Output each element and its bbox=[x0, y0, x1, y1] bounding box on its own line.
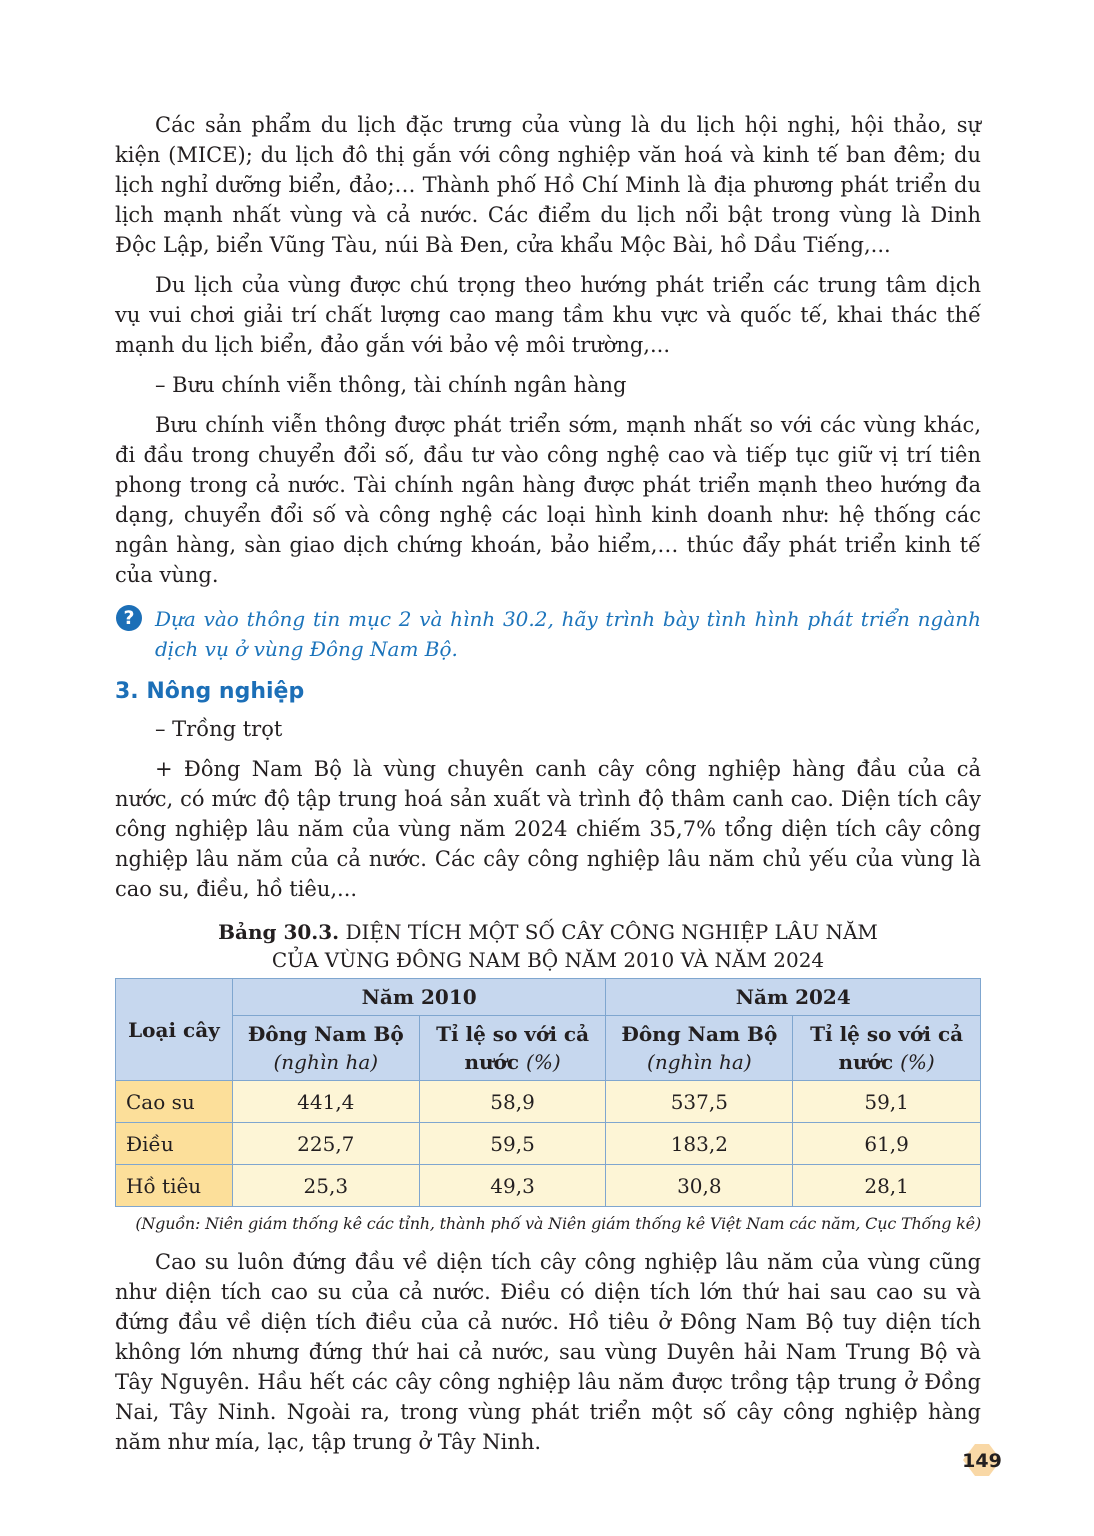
cell-value: 58,9 bbox=[419, 1081, 606, 1123]
header-ratio-2010: Tỉ lệ so với cả nước (%) bbox=[419, 1016, 606, 1081]
header-region-2024: Đông Nam Bộ (nghìn ha) bbox=[606, 1016, 793, 1081]
page-content bbox=[115, 110, 981, 1457]
cell-value: 59,1 bbox=[793, 1081, 981, 1123]
page-number: 149 bbox=[962, 1450, 1002, 1472]
table-caption-line2: CỦA VÙNG ĐÔNG NAM BỘ NĂM 2010 VÀ NĂM 2024 bbox=[271, 948, 825, 972]
header-year-2024: Năm 2024 bbox=[606, 979, 981, 1016]
data-table bbox=[115, 978, 981, 1207]
question-text: Dựa vào thông tin mục 2 và hình 30.2, hãy trình bày tình hình phát triển ngành dịch vụ ở vùng Đông Nam Bộ. bbox=[155, 607, 981, 661]
cell-value: 225,7 bbox=[232, 1123, 419, 1165]
table-subheader-row bbox=[116, 1016, 981, 1081]
table-source: (Nguồn: Niên giám thống kê các tỉnh, thành phố và Niên giám thống kê Việt Nam các năm, Cục Thống kê) bbox=[135, 1214, 981, 1233]
table-caption bbox=[115, 918, 981, 974]
header-crop-type: Loại cây bbox=[116, 979, 233, 1081]
paragraph-conclusion: Cao su luôn đứng đầu về diện tích cây công nghiệp lâu năm của vùng cũng như diện tích cao su của cả nước. Điều có diện tích lớn thứ hai sau cao su và đứng đầu về diện tích điều của cả nước. Hồ tiêu ở Đông Nam Bộ tuy diện tích không lớn nhưng đứng thứ hai cả nước, sau vùng Duyên hải Nam Trung Bộ và Tây Nguyên. Hầu hết các cây công nghiệp lâu năm được trồng tập trung ở Đồng Nai, Tây Ninh. Ngoài ra, trong vùng phát triển một số cây công nghiệp hàng năm như mía, lạc, tập trung ở Tây Ninh. bbox=[115, 1250, 981, 1454]
table-caption-label: Bảng 30.3. bbox=[218, 920, 340, 944]
paragraph-telecom-finance: Bưu chính viễn thông được phát triển sớm, mạnh nhất so với các vùng khác, đi đầu trong chuyển đổi số, đầu tư vào công nghệ cao và tiếp tục giữ vị trí tiên phong trong cả nước. Tài chính ngân hàng được phát triển mạnh theo hướng đa dạng, chuyển đổi số và công nghệ các loại hình kinh doanh như: hệ thống các ngân hàng, sàn giao dịch chứng khoán, bảo hiểm,… thúc đẩy phát triển kinh tế của vùng. bbox=[115, 413, 981, 587]
paragraph-tourism-products: Các sản phẩm du lịch đặc trưng của vùng là du lịch hội nghị, hội thảo, sự kiện (MICE); du lịch đô thị gắn với công nghiệp văn hoá và kinh tế ban đêm; du lịch nghỉ dưỡng biển, đảo;… Thành phố Hồ Chí Minh là địa phương phát triển du lịch mạnh nhất vùng và cả nước. Các điểm du lịch nổi bật trong vùng là Dinh Độc Lập, biển Vũng Tàu, núi Bà Đen, cửa khẩu Mộc Bài, hồ Dầu Tiếng,... bbox=[115, 113, 981, 257]
page-number-badge bbox=[955, 1440, 1009, 1480]
table-caption-line1: DIỆN TÍCH MỘT SỐ CÂY CÔNG NGHIỆP LÂU NĂM bbox=[345, 920, 878, 944]
table-header-row bbox=[116, 979, 981, 1016]
cell-value: 59,5 bbox=[419, 1123, 606, 1165]
subheading-telecom-finance: – Bưu chính viễn thông, tài chính ngân hàng bbox=[155, 373, 627, 397]
header-ratio-2024: Tỉ lệ so với cả nước (%) bbox=[793, 1016, 981, 1081]
cell-value: 49,3 bbox=[419, 1165, 606, 1207]
header-region-2010: Đông Nam Bộ (nghìn ha) bbox=[232, 1016, 419, 1081]
row-name: Hồ tiêu bbox=[116, 1165, 233, 1207]
question-box bbox=[115, 604, 981, 664]
svg-text:?: ? bbox=[123, 607, 135, 629]
table-row bbox=[116, 1123, 981, 1165]
paragraph-intro: + Đông Nam Bộ là vùng chuyên canh cây công nghiệp hàng đầu của cả nước, có mức độ tập trung hoá sản xuất và trình độ thâm canh cao. Diện tích cây công nghiệp lâu năm của vùng năm 2024 chiếm 35,7% tổng diện tích cây công nghiệp lâu năm của cả nước. Các cây công nghiệp lâu năm chủ yếu của vùng là cao su, điều, hồ tiêu,... bbox=[115, 757, 981, 901]
question-icon bbox=[115, 604, 143, 632]
cell-value: 441,4 bbox=[232, 1081, 419, 1123]
header-year-2010: Năm 2010 bbox=[232, 979, 606, 1016]
table-row bbox=[116, 1165, 981, 1207]
cell-value: 537,5 bbox=[606, 1081, 793, 1123]
paragraph-tourism-development: Du lịch của vùng được chú trọng theo hướng phát triển các trung tâm dịch vụ vui chơi giải trí chất lượng cao mang tầm khu vực và quốc tế, khai thác thế mạnh du lịch biển, đảo gắn với bảo vệ môi trường,... bbox=[115, 273, 981, 357]
cell-value: 61,9 bbox=[793, 1123, 981, 1165]
row-name: Cao su bbox=[116, 1081, 233, 1123]
cell-value: 30,8 bbox=[606, 1165, 793, 1207]
row-name: Điều bbox=[116, 1123, 233, 1165]
section-title: 3. Nông nghiệp bbox=[115, 679, 305, 704]
cell-value: 183,2 bbox=[606, 1123, 793, 1165]
subheading-crops: – Trồng trọt bbox=[155, 717, 283, 741]
table-row bbox=[116, 1081, 981, 1123]
cell-value: 25,3 bbox=[232, 1165, 419, 1207]
cell-value: 28,1 bbox=[793, 1165, 981, 1207]
